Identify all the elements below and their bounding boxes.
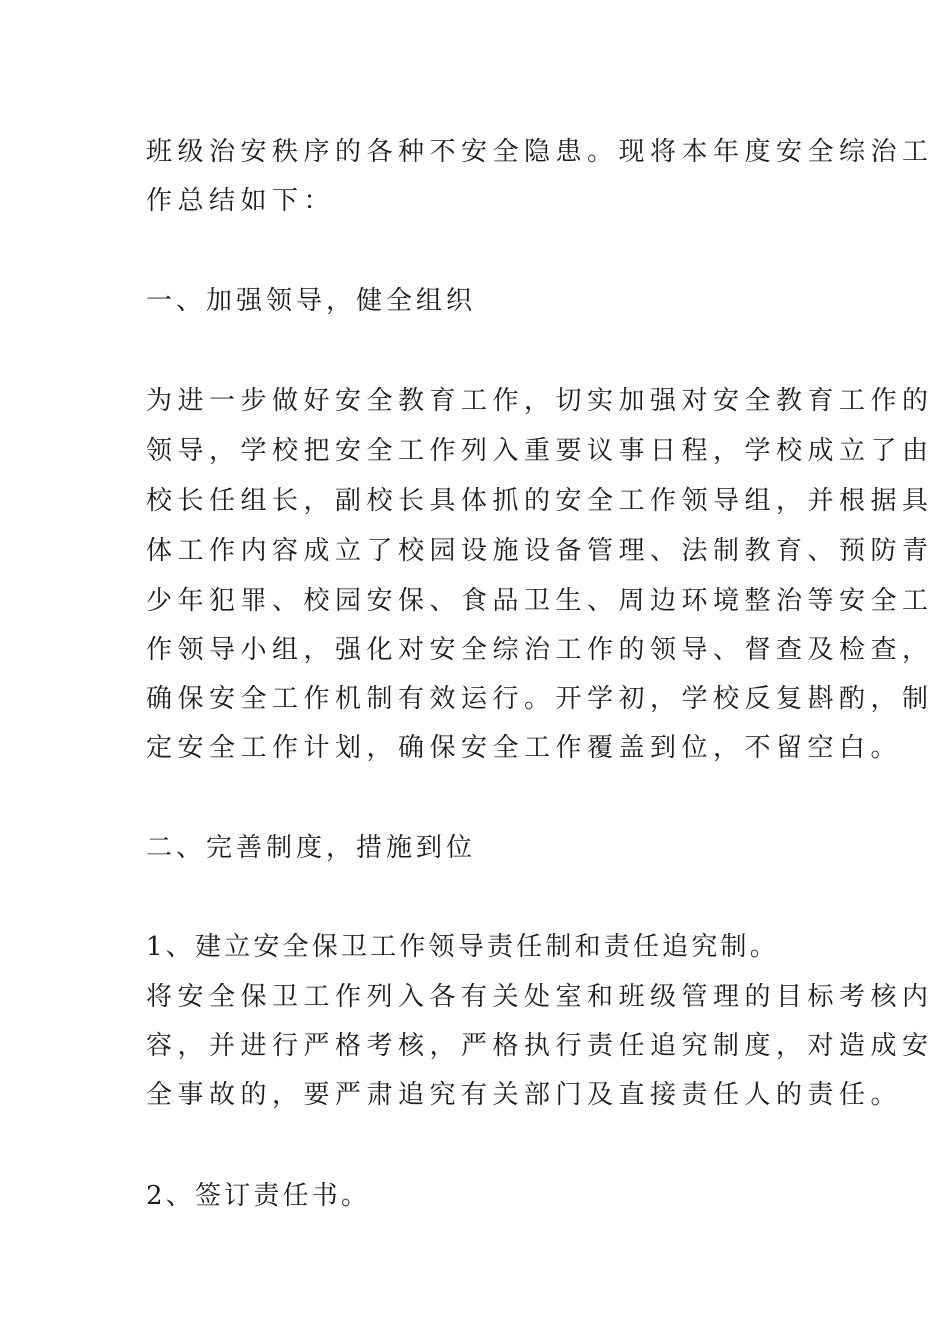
section-2-item-2-title: 2、签订责任书。 xyxy=(146,1181,371,1211)
intro-line-1: 班级治安秩序的各种不安全隐患。现将本年度安全综治工 xyxy=(146,137,934,167)
section-1-line-2: 领导，学校把安全工作列入重要议事日程，学校成立了由 xyxy=(146,436,934,466)
section-1-line-8: 定安全工作计划，确保安全工作覆盖到位，不留空白。 xyxy=(146,733,903,763)
section-1-heading: 一、加强领导，健全组织 xyxy=(146,286,477,316)
section-2-item-1-line-2: 容，并进行严格考核，严格执行责任追究制度，对造成安 xyxy=(146,1031,934,1061)
section-2-heading: 二、完善制度，措施到位 xyxy=(146,833,477,863)
intro-line-2: 作总结如下： xyxy=(146,186,336,216)
section-1-line-3: 校长任组长，副校长具体抓的安全工作领导组，并根据具 xyxy=(146,486,934,516)
section-1-line-7: 确保安全工作机制有效运行。开学初，学校反复斟酌，制 xyxy=(146,684,934,714)
section-2-item-1-line-1: 将安全保卫工作列入各有关处室和班级管理的目标考核内 xyxy=(146,982,934,1012)
section-1-line-1: 为进一步做好安全教育工作，切实加强对安全教育工作的 xyxy=(146,386,934,416)
section-1-line-5: 少年犯罪、校园安保、食品卫生、周边环境整治等安全工 xyxy=(146,586,934,616)
section-2-item-1-title: 1、建立安全保卫工作领导责任制和责任追究制。 xyxy=(146,932,779,962)
section-2-item-1-line-3: 全事故的，要严肃追究有关部门及直接责任人的责任。 xyxy=(146,1080,903,1110)
section-1-line-6: 作领导小组，强化对安全综治工作的领导、督查及检查， xyxy=(146,635,934,665)
section-1-line-4: 体工作内容成立了校园设施设备管理、法制教育、预防青 xyxy=(146,536,934,566)
